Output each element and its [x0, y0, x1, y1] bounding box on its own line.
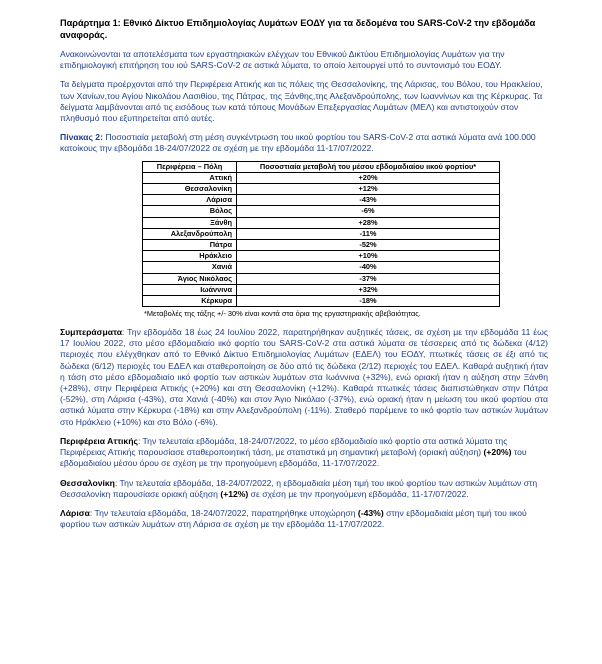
table-cell-change: -52% — [237, 239, 500, 250]
table-cell-change: +28% — [237, 217, 500, 228]
table-cell-change: +10% — [237, 251, 500, 262]
attica-text-2: του εβδομαδιαίου μέσου όρου σε σχέση με την προηγούμενη εβδομάδα, 11-17/07/2022. — [60, 447, 527, 469]
attica-paragraph — [60, 436, 548, 470]
thessaloniki-value: (+12%) — [220, 488, 249, 499]
table-row — [143, 273, 500, 284]
table-cell-change: +20% — [237, 172, 500, 183]
intro-paragraph-2: Τα δείγματα προέρχονται από την Περιφέρεια Αττικής και τις πόλεις της Θεσσαλονίκης, της Λάρισας, του Βόλου, του Ηρακλείου, των Χανίων,του Αγίου Νικολάου Λασιθίου, της Πάτρας, της Ξάνθης,της Αλεξανδρούπολης, των Ιωαννίνων και της Κέρκυρας. Τα δείγματα λαμβάνονται από τις εισόδους των κατά τόπους Μονάδων Επεξεργασίας Λυμάτων (ΜΕΛ) και αντιστοιχούν στον πληθυσμό που εξυπηρετείται από αυτές. — [60, 79, 543, 124]
conclusions-text: : Την εβδομάδα 18 έως 24 Ιουλίου 2022, παρατηρήθηκαν αυξητικές τάσεις, σε σχέση με την εβδομάδα 11 έως 17 Ιουλίου 2022, στο μέσο εβδομαδιαίο ιικό φορτίο του SARS-CoV-2 στα αστικά λύματα σε τέσσερεις από τις δώδεκα (4/12) περιοχές που ελέγχθηκαν από το Εθνικό Δίκτυο Επιδημιολογίας Λυμάτων (ΕΔΕΛ) του ΕΟΔΥ, πτωτικές τάσεις σε έξι από τις δώδεκα (6/12) περιοχές του ΕΔΕΛ και σταθεροποίηση σε δύο από τις δώδεκα (2/12) περιοχές του ΕΔΕΛ. Καθαρά αυξητική ήταν η τάση στο μέσο εβδομαδιαίο ιικό φορτίο των αστικών λυμάτων στα Ιωάννινα (+32%), ενώ οριακή ήταν η αύξηση στην Ξάνθη (+28%), στην Περιφέρεια Αττικής (+20%) και στη Θεσσαλονίκη (+12%). Καθαρά πτωτικές τάσεις διαπιστώθηκαν στην Πάτρα (-52%), στη Λάρισα (-43%), στα Χανιά (-40%) και στον Άγιο Νικόλαο (-37%), ενώ οριακή ήταν η μείωση του ιικού φορτίου στα αστικά λύματα στην Κέρκυρα (-18%) και στην Αλεξανδρούπολη (-11%). Σταθερό παρέμεινε το ιικό φορτίο των αστικών λυμάτων στο Ηράκλειο (+10%) και στο Βόλο (-6%). — [60, 327, 548, 427]
table-cell-region: Ηράκλειο — [143, 251, 237, 262]
wastewater-table — [142, 161, 500, 307]
table-row — [143, 172, 500, 183]
conclusions-paragraph — [60, 327, 548, 428]
table-row — [143, 206, 500, 217]
column-header-region: Περιφέρεια – Πόλη — [143, 161, 237, 172]
table-cell-region: Αλεξανδρούπολη — [143, 228, 237, 239]
thessaloniki-text-2: σε σχέση με την προηγούμενη εβδομάδα, 11-17/07/2022. — [248, 488, 469, 499]
table-caption — [60, 132, 548, 154]
table-cell-change: +32% — [237, 284, 500, 295]
table-cell-region: Κέρκυρα — [143, 295, 237, 306]
table-row — [143, 239, 500, 250]
larisa-text-1: : Την τελευταία εβδομάδα, 18-24/07/2022, παρατηρήθηκε υποχώρηση — [89, 507, 358, 518]
table-body — [143, 172, 500, 306]
table-cell-change: +12% — [237, 184, 500, 195]
column-header-change: Ποσοστιαία μεταβολή του μέσου εβδομαδιαίου ιικού φορτίου* — [237, 161, 500, 172]
table-caption-text: Ποσοστιαία μεταβολή στη μέση συγκέντρωση του ιικού φορτίου του SARS-CoV-2 στα αστικά λύματα ανά 100.000 κατοίκους την εβδομάδα 18-24/07/2022 σε σχέση με την εβδομάδα 11-17/07/2022. — [60, 132, 536, 154]
thessaloniki-text-1: : Την τελευταία εβδομάδα, 18-24/07/2022, η εβδομαδιαία μέση τιμή του ιικού φορτίου των αστικών λυμάτων στη Θεσσαλονίκη παρουσίασε οριακή αύξηση — [60, 477, 538, 499]
larisa-text-2: στην εβδομαδιαία μέση τιμή του ιικού φορτίου των αστικών λυμάτων στη Λάρισα σε σχέση με την εβδομάδα 11-17/07/2022. — [60, 507, 527, 530]
table-cell-region: Αττική — [143, 172, 237, 183]
attica-text-1: : Την τελευταία εβδομάδα, 18-24/07/2022, το μέσο εβδομαδιαίο ιικό φορτίο στα αστικά λύματα της Περιφέρειας Αττικής παρουσίασε σταθεροποιητική τάση, με στατιστικά μη σημαντική μεταβολή (οριακή αύξηση) — [60, 435, 508, 458]
attica-value: (+20%) — [483, 447, 512, 458]
larisa-value: (-43%) — [357, 507, 384, 518]
table-footnote: *Μεταβολές της τάξης +/- 30% είναι κοντά στα όρια της εργαστηριακής αβεβαιότητας. — [144, 309, 421, 319]
larisa-label: Λάρισα — [60, 507, 90, 518]
table-row — [143, 295, 500, 306]
table-cell-change: -40% — [237, 262, 500, 273]
intro-paragraph-1: Ανακοινώνονται τα αποτελέσματα των εργαστηριακών ελέγχων του Εθνικού Δικτύου Επιδημιολογίας Λυμάτων για την επιδημιολογική επιτήρηση του ιού SARS-CoV-2 σε αστικά λύματα, το οποίο λειτουργεί υπό το συντονισμό του ΕΟΔΥ. — [60, 49, 505, 71]
larisa-paragraph — [60, 508, 548, 530]
table-row — [143, 228, 500, 239]
table-row — [143, 184, 500, 195]
table-header-row — [143, 161, 500, 172]
table-cell-region: Ξάνθη — [143, 217, 237, 228]
table-cell-change: -6% — [237, 206, 500, 217]
table-row — [143, 284, 500, 295]
table-cell-change: -11% — [237, 228, 500, 239]
document-title: Παράρτημα 1: Εθνικό Δίκτυο Επιδημιολογίας Λυμάτων ΕΟΔΥ για τα δεδομένα του SARS-CoV-2 την εβδομάδα αναφοράς. — [60, 18, 536, 40]
table-row — [143, 195, 500, 206]
table-row — [143, 217, 500, 228]
table-cell-change: -18% — [237, 295, 500, 306]
table-cell-region: Ιωάννινα — [143, 284, 237, 295]
table-caption-label: Πίνακας 2: — [60, 132, 103, 143]
table-cell-region: Λάρισα — [143, 195, 237, 206]
table-cell-change: -43% — [237, 195, 500, 206]
thessaloniki-paragraph — [60, 478, 548, 500]
table-cell-change: -37% — [237, 273, 500, 284]
table-row — [143, 251, 500, 262]
thessaloniki-label: Θεσσαλονίκη — [60, 477, 115, 488]
table-cell-region: Βόλος — [143, 206, 237, 217]
table-cell-region: Άγιος Νικόλαος — [143, 273, 237, 284]
table-cell-region: Θεσσαλονίκη — [143, 184, 237, 195]
attica-label: Περιφέρεια Αττικής — [60, 435, 138, 446]
conclusions-label: Συμπεράσματα — [60, 327, 122, 338]
table-cell-region: Χανιά — [143, 262, 237, 273]
table-row — [143, 262, 500, 273]
table-cell-region: Πάτρα — [143, 239, 237, 250]
